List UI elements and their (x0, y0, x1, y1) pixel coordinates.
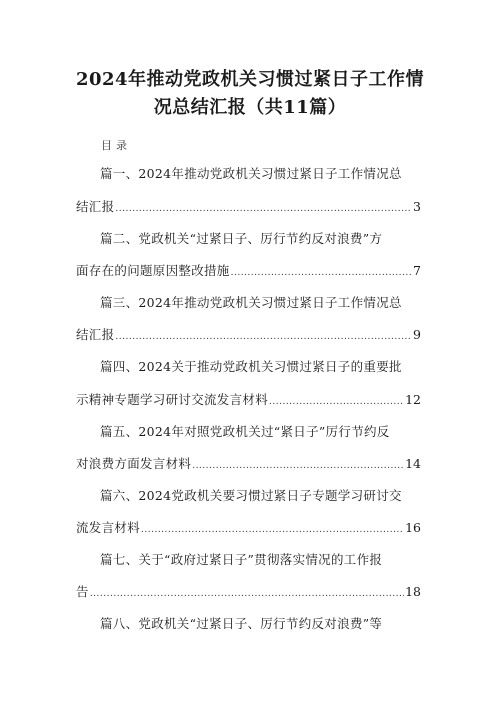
toc-entry-3-line[interactable] (76, 326, 421, 344)
toc-leader-dots (115, 200, 412, 218)
toc-entry-2-continuation: 面存在的问题原因整改措施 (76, 263, 230, 278)
toc-entry-4-continuation: 示精神专题学习研讨交流发言材料 (76, 392, 269, 407)
toc-entry-1-continuation: 结汇报 (76, 199, 115, 214)
toc-entry-8-title[interactable]: 篇八、党政机关“过紧日子、厉行节约反对浪费”等 (100, 616, 383, 631)
toc-entry-1-line[interactable] (76, 198, 421, 216)
toc-entry-3-continuation: 结汇报 (76, 327, 115, 342)
toc-entry-5-page: 14 (405, 456, 421, 471)
toc-entry-7-line[interactable] (76, 583, 421, 601)
toc-entry-6-page: 16 (405, 520, 421, 535)
toc-leader-dots (115, 328, 412, 346)
toc-entry-6-continuation: 流发言材料 (76, 520, 141, 535)
toc-entry-2-line[interactable] (76, 262, 421, 280)
toc-entry-5-title[interactable]: 篇五、2024年对照党政机关过“紧日子”厉行节约反 (100, 424, 390, 439)
toc-entry-2-page: 7 (413, 263, 421, 278)
toc-leader-dots (90, 585, 404, 603)
toc-entry-5-line[interactable] (76, 455, 421, 473)
toc-heading: 目录 (101, 139, 131, 152)
toc-leader-dots (269, 393, 404, 411)
document-title-line-2: 况总结汇报（共11篇） (153, 97, 347, 118)
toc-entry-7-continuation: 告 (76, 584, 89, 599)
toc-entry-6-line[interactable] (76, 519, 421, 537)
toc-entry-4-title[interactable]: 篇四、2024关于推动党政机关习惯过紧日子的重要批 (100, 359, 402, 374)
toc-entry-4-page: 12 (405, 392, 421, 407)
toc-leader-dots (192, 457, 404, 475)
toc-entry-1-page: 3 (413, 199, 421, 214)
toc-entry-5-continuation: 对浪费方面发言材料 (76, 456, 192, 471)
toc-entry-4-line[interactable] (76, 391, 421, 409)
toc-entry-1-title[interactable]: 篇一、2024年推动党政机关习惯过紧日子工作情况总 (100, 166, 402, 181)
toc-entry-3-title[interactable]: 篇三、2024年推动党政机关习惯过紧日子工作情况总 (100, 295, 402, 310)
toc-entry-7-title[interactable]: 篇七、关于“政府过紧日子”贯彻落实情况的工作报 (100, 552, 383, 567)
toc-entry-3-page: 9 (413, 327, 421, 342)
document-title-line-1: 2024年推动党政机关习惯过紧日子工作情 (75, 69, 425, 90)
toc-entry-2-title[interactable]: 篇二、党政机关“过紧日子、厉行节约反对浪费”方 (100, 231, 383, 246)
toc-leader-dots (231, 264, 412, 282)
toc-leader-dots (141, 521, 404, 539)
toc-entry-6-title[interactable]: 篇六、2024党政机关要习惯过紧日子专题学习研讨交 (100, 488, 402, 503)
toc-entry-7-page: 18 (405, 584, 421, 599)
